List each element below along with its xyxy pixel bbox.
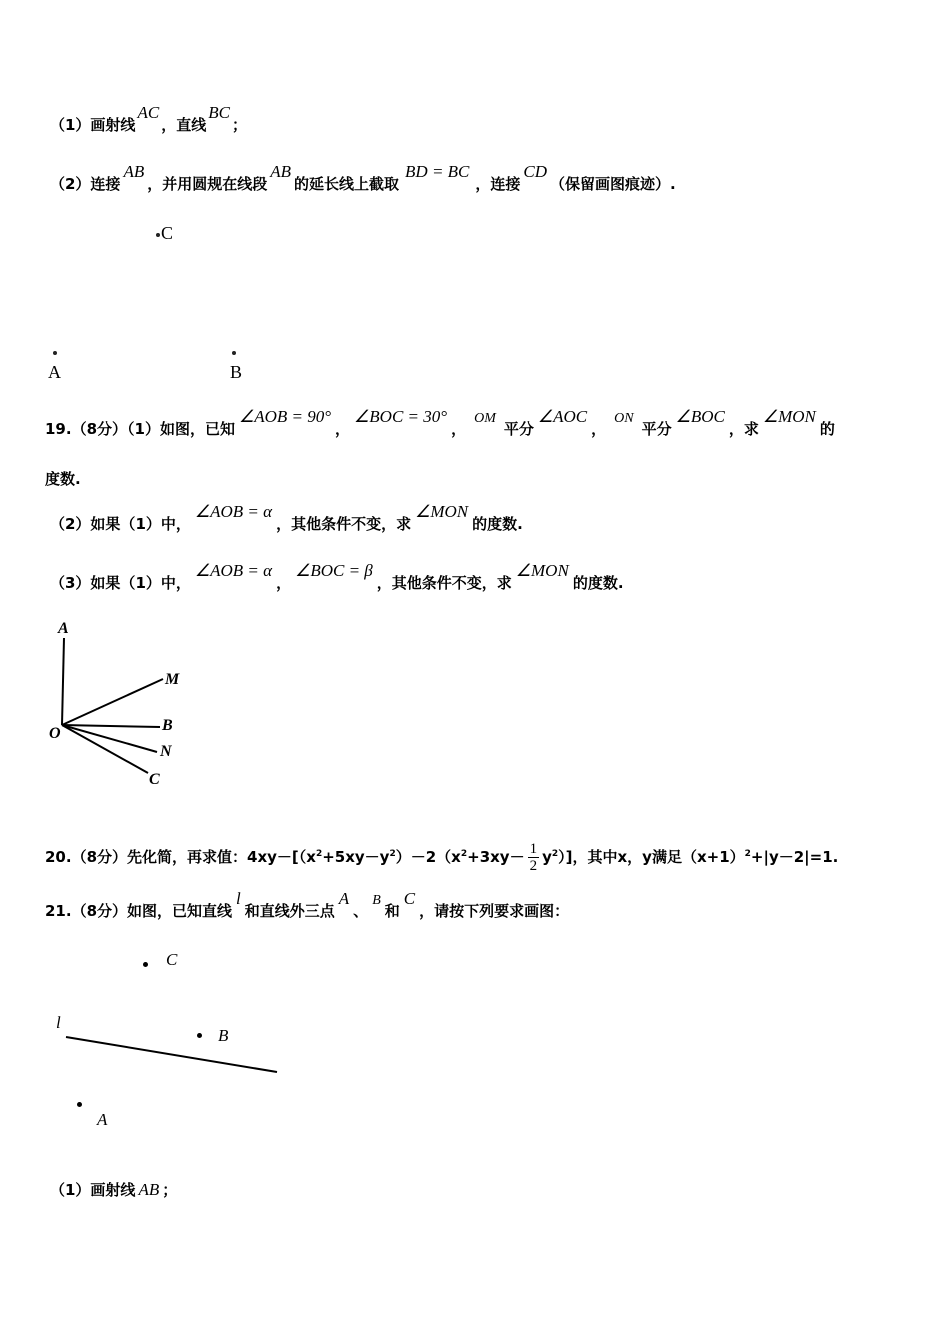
q18-part1-text3: ；	[231, 116, 247, 134]
q20-stem	[45, 841, 838, 874]
math-a: A	[338, 889, 350, 908]
q19-score: （8分）	[71, 420, 128, 438]
math-boc: ∠BOC	[675, 407, 725, 426]
line-l	[66, 1037, 277, 1072]
math-om: OM	[474, 411, 496, 426]
q21-number: 21.	[45, 902, 72, 920]
math-b: B	[372, 893, 381, 908]
q19-part2-text2: ，其他条件不变，求	[276, 515, 412, 533]
q19-number: 19.	[45, 420, 72, 438]
q21-stem	[45, 889, 570, 921]
q19-text2: 平分	[503, 420, 534, 438]
q18-part2-text3: 的延长线上截取	[294, 175, 400, 193]
math-boc-beta: ∠BOC = β	[295, 561, 373, 580]
q20-sup5: 2	[744, 849, 751, 859]
q18-part2-text5: （保留画图痕迹）.	[550, 175, 676, 193]
q19-part2-text3: 的度数.	[472, 515, 523, 533]
math-mon: ∠MON	[762, 407, 816, 426]
q19-part3-text2: ，其他条件不变，求	[376, 574, 512, 592]
q20-text3: ）－2（x	[395, 848, 461, 866]
q21-score: （8分）	[71, 902, 128, 920]
q21-line-l-label: l	[56, 1013, 61, 1032]
math-bd-eq-bc: BD = BC	[405, 162, 470, 181]
ray-oa	[62, 638, 64, 725]
q21-text1: 如图，已知直线	[127, 902, 233, 920]
q21-point-b-label: B	[218, 1026, 229, 1045]
q19-line2: 度数.	[45, 470, 81, 488]
q20-text4: +3xy－	[467, 848, 525, 866]
fraction-one-half	[528, 841, 540, 874]
math-boc-30: ∠BOC = 30°	[354, 407, 448, 426]
math-ab: AB	[123, 162, 145, 181]
point-a-label: A	[48, 362, 61, 382]
q19-text5: 的	[819, 420, 835, 438]
point-b-label: B	[230, 362, 243, 382]
q21-point-a-dot	[77, 1102, 82, 1107]
math-aob-alpha: ∠AOB = α	[194, 502, 273, 521]
math-ac: AC	[137, 103, 160, 122]
angle-label-o: O	[49, 725, 61, 742]
q19-sep3: ，	[591, 420, 607, 438]
math-l: l	[236, 889, 241, 908]
q21-point-c-dot	[143, 962, 148, 967]
fraction-numerator: 1	[529, 841, 538, 857]
q20-text7: +|y－2|=1.	[750, 848, 839, 866]
q19-part2-text1: （2）如果（1）中，	[50, 515, 191, 533]
q18-part2-text2: ，并用圆规在线段	[147, 175, 268, 193]
point-c-label: C	[161, 223, 174, 243]
q20-text6: ）]，其中x，y满足（x+1）	[558, 848, 745, 866]
q20-number: 20.	[45, 848, 72, 866]
angle-label-m: M	[165, 671, 180, 688]
q19-part3-sep: ，	[276, 574, 292, 592]
angle-label-b: B	[162, 717, 173, 734]
q19-sep1: ，	[335, 420, 351, 438]
q19-sep2: ，	[451, 420, 467, 438]
angle-label-n: N	[160, 743, 172, 760]
q18-part2-text: （2）连接	[50, 175, 121, 193]
angle-label-c: C	[149, 771, 160, 788]
q18-part1-text: （1）画射线	[50, 116, 136, 134]
q20-sup3: 2	[460, 849, 468, 859]
q21-point-a-label: A	[97, 1110, 108, 1129]
math-aob-90: ∠AOB = 90°	[238, 407, 332, 426]
math-mon-2: ∠MON	[415, 502, 469, 521]
math-ab-ray: AB	[138, 1180, 160, 1199]
q21-point-c-label: C	[166, 950, 178, 969]
math-on: ON	[614, 411, 634, 426]
q19-text1: （1）如图，已知	[127, 420, 235, 438]
ray-om	[62, 679, 163, 725]
ray-on	[62, 725, 157, 752]
ray-oc	[62, 725, 148, 773]
angle-label-a: A	[58, 620, 69, 637]
q19-text3: 平分	[641, 420, 672, 438]
math-aob-alpha-2: ∠AOB = α	[194, 561, 273, 580]
q19-part3-text1: （3）如果（1）中，	[50, 574, 191, 592]
q21-text2: 和直线外三点	[244, 902, 335, 920]
q20-text2: +5xy－y	[322, 848, 390, 866]
q18-part1-text2: ，直线	[161, 116, 207, 134]
q18-part2-text4: ，连接	[475, 175, 521, 193]
q21-text4: ，请按下列要求画图：	[419, 902, 570, 920]
math-aoc: ∠AOC	[537, 407, 588, 426]
fraction-denominator: 2	[529, 858, 538, 874]
q20-sup2: 2	[389, 849, 396, 859]
math-bc: BC	[208, 103, 230, 122]
q21-part1	[50, 1179, 177, 1200]
q19-part3-text3: 的度数.	[572, 574, 624, 592]
q21-text3: 和	[384, 902, 400, 920]
ray-ob	[62, 725, 160, 727]
math-mon-3: ∠MON	[515, 561, 569, 580]
math-ab-2: AB	[270, 162, 292, 181]
q21-part1-text2: ；	[162, 1181, 178, 1199]
q20-text5: y	[542, 848, 552, 866]
q19-text4: ，求	[728, 420, 759, 438]
q21-point-b-dot	[197, 1033, 202, 1038]
q21-sep1: 、	[353, 902, 369, 920]
q20-text1: 先化简，再求值：4xy－[（x	[127, 848, 316, 866]
math-cd: CD	[523, 162, 548, 181]
q20-sup1: 2	[315, 849, 323, 859]
q21-part1-text1: （1）画射线	[50, 1181, 136, 1199]
math-c: C	[403, 889, 416, 908]
q20-sup4: 2	[551, 849, 559, 859]
q20-score: （8分）	[71, 848, 128, 866]
